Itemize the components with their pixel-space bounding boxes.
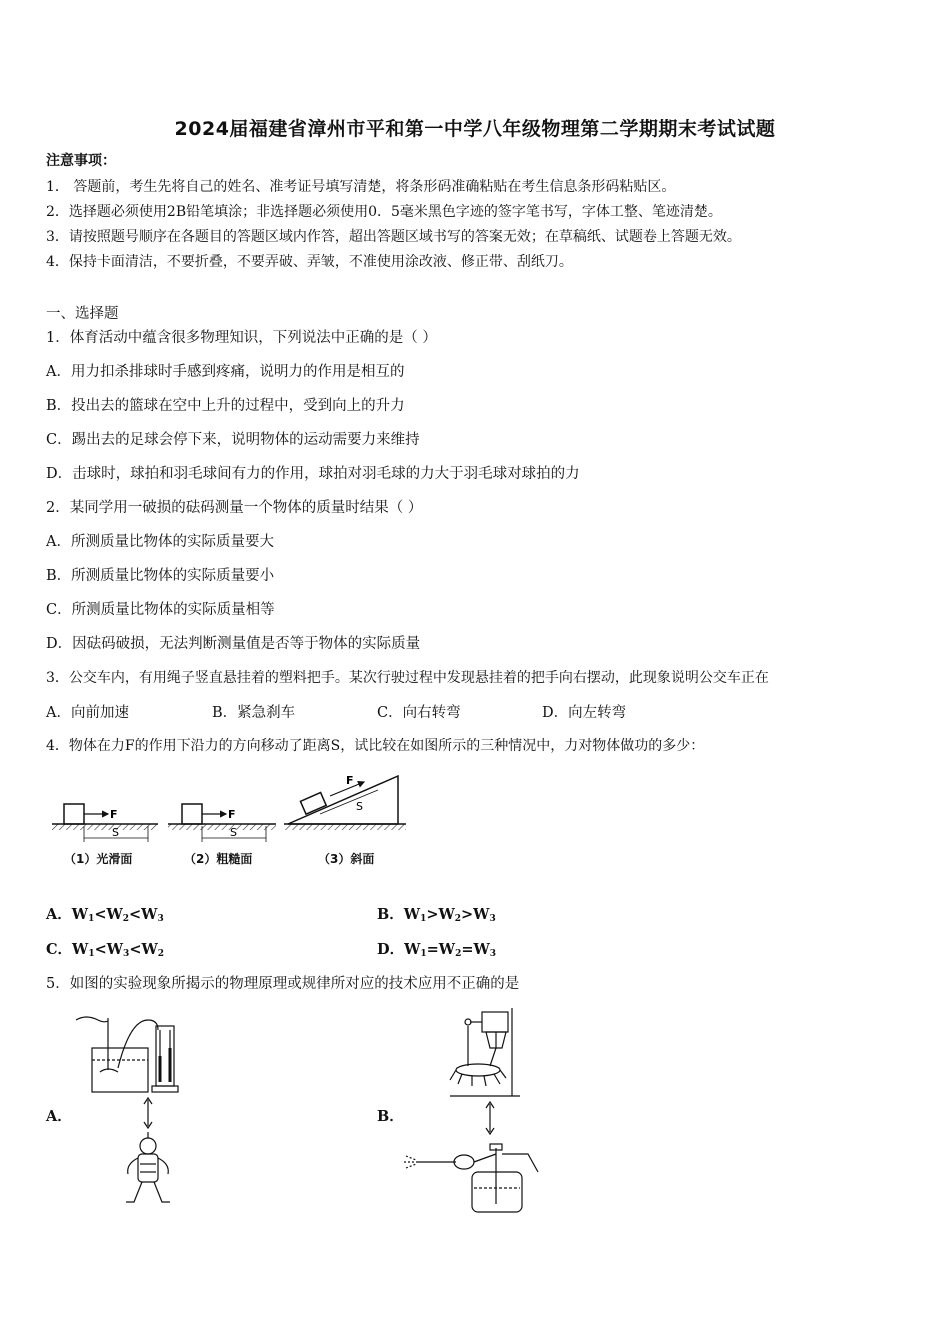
q2-stem: 2．某同学用一破损的砝码测量一个物体的质量时结果（ ） xyxy=(46,500,423,516)
q1-option-a: A．用力扣杀排球时手感到疼痛，说明力的作用是相互的 xyxy=(46,364,405,380)
q4-caption-3: （3）斜面 xyxy=(318,852,375,866)
q5-option-a: A． xyxy=(46,1108,72,1125)
section-title: 一、选择题 xyxy=(46,306,119,322)
notice-item-2: 2．选择题必须使用2B铅笔填涂；非选择题必须使用0．5毫米黑色字迹的签字笔书写，字体工整、笔迹清楚。 xyxy=(46,204,722,220)
q4-stem: 4．物体在力F的作用下沿力的方向移动了距离S，试比较在如图所示的三种情况中，力对物体做功的多少： xyxy=(46,738,705,754)
double-arrow-icon xyxy=(144,1098,152,1128)
q1-stem: 1．体育活动中蕴含很多物理知识，下列说法中正确的是（ ） xyxy=(46,330,437,346)
q3-option-b: B．紧急刹车 xyxy=(212,705,296,721)
q5-stem: 5．如图的实验现象所揭示的物理原理或规律所对应的技术应用不正确的是 xyxy=(46,976,520,992)
distance-label: S xyxy=(230,826,237,839)
notice-item-1: 1． 答题前，考生先将自己的姓名、准考证号填写清楚，将条形码准确粘贴在考生信息条形码粘贴区。 xyxy=(46,179,676,195)
q3-option-d: D．向左转弯 xyxy=(542,705,627,721)
q3-option-a: A．向前加速 xyxy=(46,705,129,721)
force-label: F xyxy=(228,808,236,821)
q1-option-c: C．踢出去的足球会停下来，说明物体的运动需要力来维持 xyxy=(46,432,420,448)
q3-option-c: C．向右转弯 xyxy=(377,705,461,721)
page-title: 2024届福建省漳州市平和第一中学八年级物理第二学期期末考试试题 xyxy=(174,118,776,140)
q4-option-b: B．$W_1>W_2>W_3$ xyxy=(377,906,496,924)
q1-option-d: D．击球时，球拍和羽毛球间有力的作用，球拍对羽毛球的力大于羽毛球对球拍的力 xyxy=(46,466,580,482)
notice-item-4: 4．保持卡面清洁，不要折叠，不要弄破、弄皱，不准使用涂改液、修正带、刮纸刀。 xyxy=(46,254,573,270)
force-label: F xyxy=(346,774,354,787)
q4-caption-2: （2）粗糙面 xyxy=(184,852,253,866)
notice-heading: 注意事项： xyxy=(46,153,116,169)
q2-option-b: B．所测质量比物体的实际质量要小 xyxy=(46,568,275,584)
q4-option-d: D．$W_1=W_2=W_3$ xyxy=(377,941,497,959)
notice-item-3: 3．请按照题号顺序在各题目的答题区域内作答，超出答题区域书写的答案无效；在草稿纸、试题卷上答题无效。 xyxy=(46,229,741,245)
liquid-pressure-apparatus xyxy=(76,1017,178,1092)
suspended-apparatus xyxy=(450,1008,520,1096)
q5-figure-a xyxy=(70,1008,200,1213)
distance-label: S xyxy=(356,800,363,813)
force-label: F xyxy=(110,808,118,821)
q5-option-b: B． xyxy=(377,1108,404,1125)
q4-option-a: A．$W_1<W_2<W_3$ xyxy=(46,906,164,924)
sprayer-icon xyxy=(404,1144,538,1212)
distance-label: S xyxy=(112,826,119,839)
q3-stem: 3．公交车内，有用绳子竖直悬挂着的塑料把手。某次行驶过程中发现悬挂着的把手向右摆动，此现象说明公交车正在 xyxy=(46,670,769,686)
double-arrow-icon xyxy=(486,1102,494,1134)
diver-icon xyxy=(126,1132,170,1202)
q5-figure-b xyxy=(400,1004,550,1219)
figure-rough-surface xyxy=(168,804,276,842)
q1-option-b: B．投出去的篮球在空中上升的过程中，受到向上的升力 xyxy=(46,398,405,414)
q2-option-a: A．所测质量比物体的实际质量要大 xyxy=(46,534,274,550)
q4-option-c: C．$W_1<W_3<W_2$ xyxy=(46,941,165,959)
figure-incline xyxy=(284,774,406,830)
figure-smooth-surface xyxy=(52,804,158,842)
q2-option-c: C．所测质量比物体的实际质量相等 xyxy=(46,602,275,618)
q4-caption-1: （1）光滑面 xyxy=(64,852,133,866)
q2-option-d: D．因砝码破损，无法判断测量值是否等于物体的实际质量 xyxy=(46,636,421,652)
